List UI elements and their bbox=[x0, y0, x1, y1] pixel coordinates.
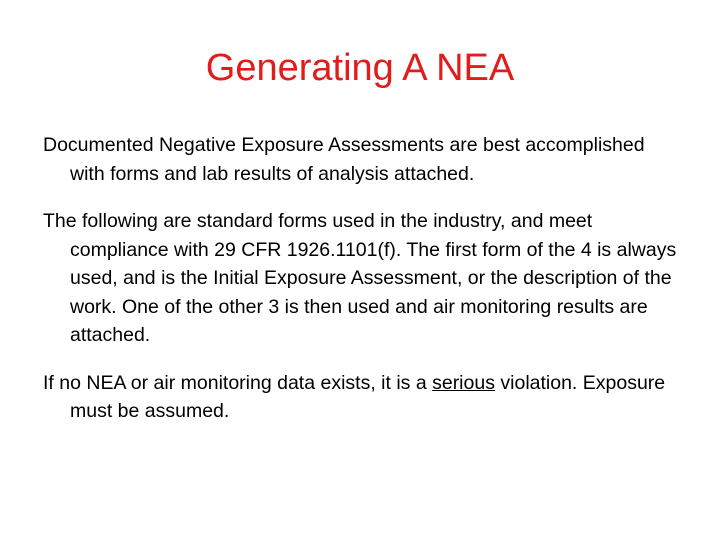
slide-body bbox=[43, 131, 683, 445]
serious-emphasis: serious bbox=[432, 371, 495, 394]
violation-text-after: violation. Exposure must be assumed. bbox=[70, 371, 666, 422]
violation-text-before: If no NEA or air monitoring data exists, it is a bbox=[43, 371, 433, 394]
paragraph-documented-nea: Documented Negative Exposure Assessments are best accomplished with forms and lab results of analysis attached. bbox=[43, 134, 645, 185]
paragraph-standard-forms: The following are standard forms used in the industry, and meet compliance with 29 CFR 1926.1101(f). The first form of the 4 is always used, and is the Initial Exposure Assessment, or the description of the work. One of the other 3 is then used and air monitoring results are attached. bbox=[43, 210, 677, 346]
paragraph-serious-violation bbox=[43, 369, 683, 426]
slide-title: Generating A NEA bbox=[205, 47, 515, 89]
